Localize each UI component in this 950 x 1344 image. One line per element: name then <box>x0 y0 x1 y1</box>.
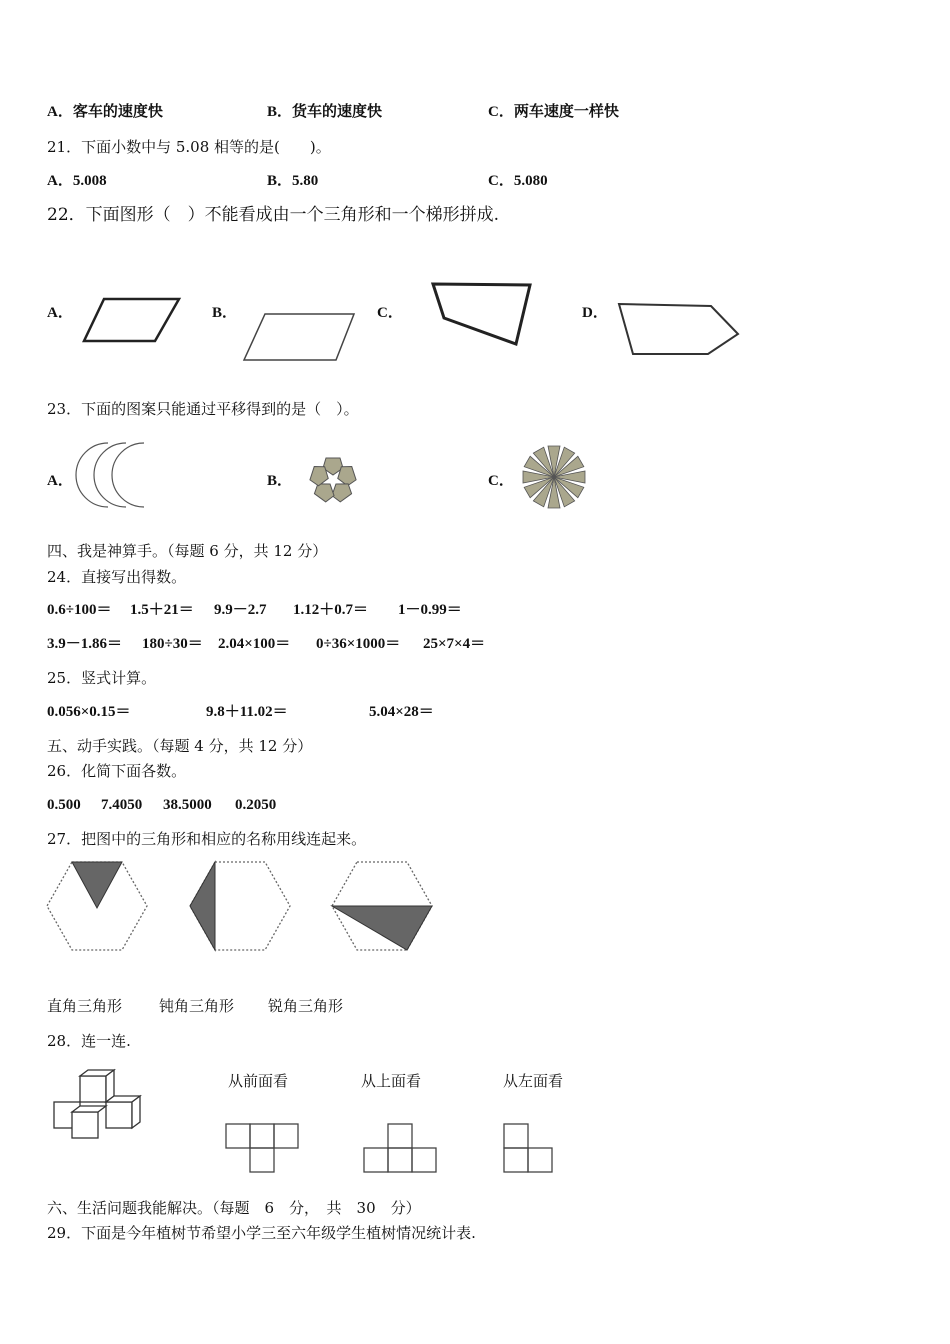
q26-item: 7.4050 <box>101 797 143 813</box>
q20-option-a[interactable]: A．客车的速度快 <box>47 104 163 120</box>
section5-title: 五、动手实践。（每题 4 分，共 12 分） <box>47 737 313 755</box>
q28-view-front-label[interactable]: 从前面看 <box>228 1072 289 1090</box>
q29-question: 29．下面是今年植树节希望小学三至六年级学生植树情况统计表. <box>47 1224 476 1242</box>
q20-option-b[interactable]: B．货车的速度快 <box>267 104 383 120</box>
q25-question: 25．竖式计算。 <box>47 669 157 687</box>
q24-r1-item: 1.12＋0.7＝ <box>293 602 369 618</box>
q24-r1-item: 1－0.99＝ <box>398 602 462 618</box>
q21-option-a[interactable]: A．5.008 <box>47 173 107 189</box>
q22-option-b[interactable]: B． <box>212 305 238 321</box>
q28-view-left-label[interactable]: 从左面看 <box>503 1072 564 1090</box>
q23-option-a[interactable]: A． <box>47 473 73 489</box>
q24-r1-item: 1.5＋21＝ <box>130 602 194 618</box>
q22-shape-c-quadrilateral <box>428 280 538 350</box>
q24-question: 24．直接写出得数。 <box>47 568 187 586</box>
q27-hexagon-3 <box>330 860 435 952</box>
q22-option-a[interactable]: A． <box>47 305 73 321</box>
q23-pattern-a-crescents <box>78 440 158 510</box>
q27-name-obtuse-triangle[interactable]: 钝角三角形 <box>159 997 235 1015</box>
q22-question: 22．下面图形（ ）不能看成由一个三角形和一个梯形拼成. <box>47 205 500 225</box>
q28-shape-t <box>224 1122 304 1174</box>
q27-hexagon-1 <box>45 860 150 952</box>
q25-item: 5.04×28＝ <box>369 704 434 720</box>
q20-option-c[interactable]: C．两车速度一样快 <box>488 104 619 120</box>
q21-question: 21．下面小数中与 5.08 相等的是( )。 <box>47 138 331 156</box>
q21-option-b[interactable]: B．5.80 <box>267 173 319 189</box>
q24-r2-item: 3.9－1.86＝ <box>47 636 123 652</box>
q24-r1-item: 0.6÷100＝ <box>47 602 112 618</box>
q22-option-c[interactable]: C． <box>377 305 403 321</box>
q24-r2-item: 25×7×4＝ <box>423 636 486 652</box>
q22-shape-a-parallelogram <box>80 295 185 347</box>
q24-r1-item: 9.9－2.7 <box>214 602 267 618</box>
q23-option-b[interactable]: B． <box>267 473 293 489</box>
q28-view-top-label[interactable]: 从上面看 <box>361 1072 422 1090</box>
q25-item: 0.056×0.15＝ <box>47 704 131 720</box>
q26-question: 26．化简下面各数。 <box>47 762 187 780</box>
q26-item: 0.2050 <box>235 797 277 813</box>
q27-hexagon-2 <box>188 860 293 952</box>
q25-item: 9.8＋11.02＝ <box>206 704 288 720</box>
q27-name-acute-triangle[interactable]: 锐角三角形 <box>268 997 344 1015</box>
q24-r2-item: 2.04×100＝ <box>218 636 291 652</box>
q26-item: 0.500 <box>47 797 81 813</box>
q28-question: 28．连一连. <box>47 1032 131 1050</box>
q27-name-right-triangle[interactable]: 直角三角形 <box>47 997 123 1015</box>
q23-pattern-c-pinwheel <box>520 444 590 510</box>
q27-question: 27．把图中的三角形和相应的名称用线连起来。 <box>47 830 367 848</box>
q22-shape-b-parallelogram <box>240 310 360 365</box>
q24-r2-item: 0÷36×1000＝ <box>316 636 401 652</box>
q28-shape-l <box>500 1122 560 1174</box>
q28-cube-stack <box>50 1068 150 1150</box>
q24-r2-item: 180÷30＝ <box>142 636 203 652</box>
q28-shape-inverted-t <box>362 1122 442 1174</box>
section4-title: 四、我是神算手。（每题 6 分，共 12 分） <box>47 542 328 560</box>
q22-shape-d-pentagon <box>614 298 744 358</box>
q23-pattern-b-pentagons <box>298 448 368 513</box>
q23-question: 23．下面的图案只能通过平移得到的是（ ）。 <box>47 400 359 418</box>
q23-option-c[interactable]: C． <box>488 473 514 489</box>
q21-option-c[interactable]: C．5.080 <box>488 173 548 189</box>
section6-title: 六、生活问题我能解决。（每题 6 分， 共 30 分） <box>47 1199 421 1217</box>
q22-option-d[interactable]: D． <box>582 305 608 321</box>
q26-item: 38.5000 <box>163 797 212 813</box>
